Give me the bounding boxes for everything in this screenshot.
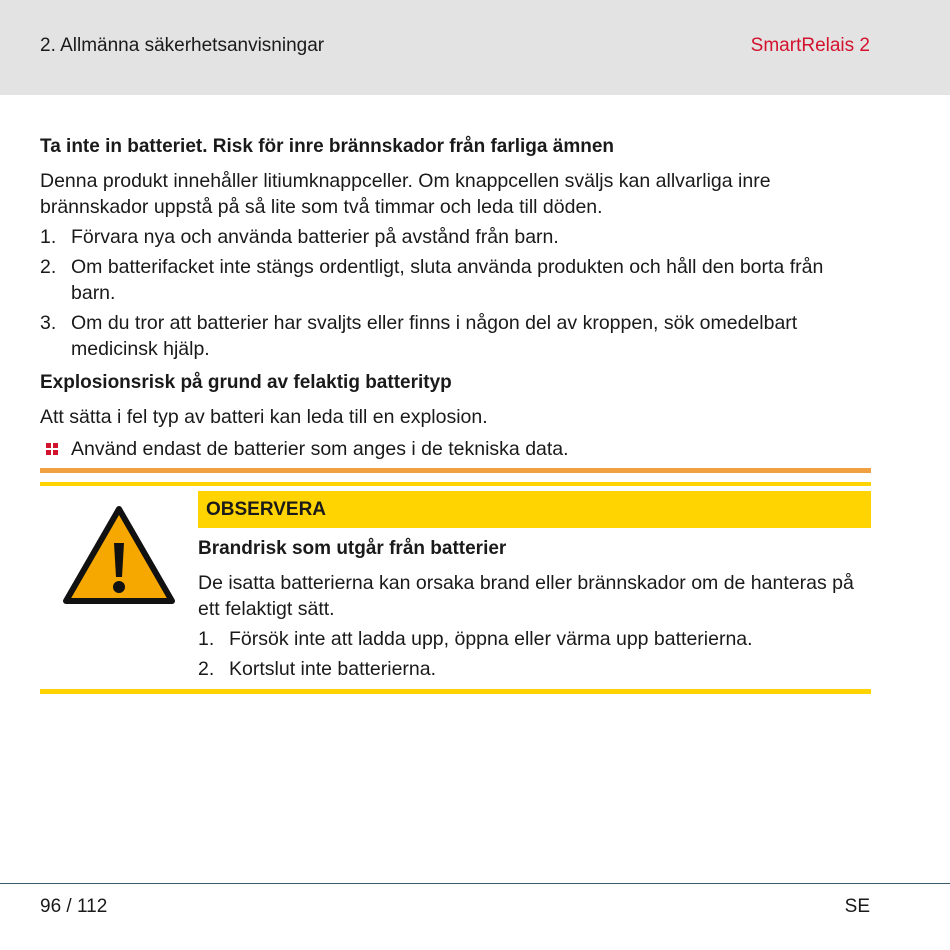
list-item: 2. Kortslut inte batterierna. [198,658,437,680]
language-code: SE [844,896,870,917]
notice-label: OBSERVERA [198,491,871,528]
list-item: 1. Förvara nya och använda batterier på avstånd från barn. [40,226,559,248]
notice-intro: De isatta batterierna kan orsaka brand eller brännskador om de hanteras på ett felaktigt sätt. [198,572,854,620]
list-item: 2. Om batterifacket inte stängs ordentligt, sluta använda produkten och håll den borta från barn. [40,256,824,304]
explosion-heading: Explosionsrisk på grund av felaktig batterityp [40,372,452,393]
page-number: 96 / 112 [40,896,108,917]
list-item: Använd endast de batterier som anges i de tekniska data. [40,436,871,462]
section-title: 2. Allmänna säkerhetsanvisningar [40,35,325,56]
red-square-bullet-icon [46,443,58,455]
explosion-intro: Att sätta i fel typ av batteri kan leda till en explosion. [40,406,488,428]
footer-divider [0,883,950,884]
notice-heading: Brandrisk som utgår från batterier [198,538,507,559]
list-item: 3. Om du tror att batterier har svaljts eller finns i någon del av kroppen, sök omedelbart medicinsk hjälp. [40,312,798,360]
notice-list [198,626,871,682]
warning-triangle-icon [62,505,176,605]
notice-bottom-border [40,689,871,694]
list-item: 1. Försök inte att ladda upp, öppna eller värma upp batterierna. [198,628,753,650]
battery-swallow-heading: Ta inte in batteriet. Risk för inre brännskador från farliga ämnen [40,136,614,157]
product-name: SmartRelais 2 [750,35,870,56]
main-content [40,134,871,462]
battery-swallow-intro: Denna produkt innehåller litiumknappceller. Om knappcellen sväljs kan allvarliga inre brännskador uppstå på så lite som två timmar och leda till döden. [40,170,771,218]
notice-box [198,491,871,682]
page-header [0,0,950,95]
battery-swallow-list [40,224,871,362]
separator-orange [40,468,871,473]
notice-top-border [40,482,871,486]
